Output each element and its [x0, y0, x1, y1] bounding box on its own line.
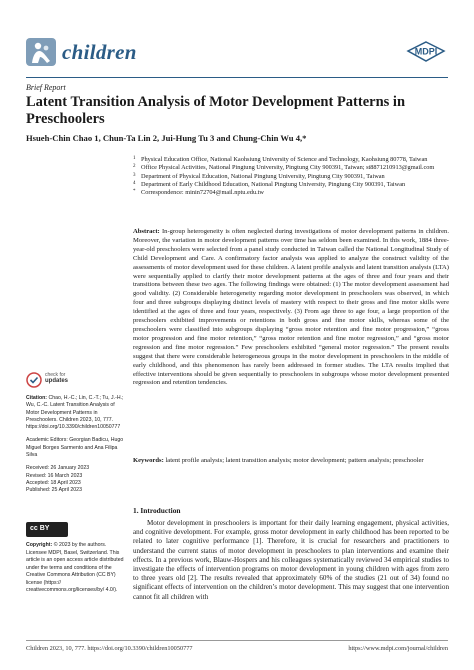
editors-label: Academic Editors:	[26, 437, 68, 444]
keywords-label: Keywords:	[133, 457, 164, 464]
affiliation-item	[133, 189, 453, 197]
mdpi-logo-icon	[404, 41, 448, 65]
received-date: Received: 26 January 2023	[26, 465, 90, 472]
affiliation-item	[133, 181, 453, 189]
abstract-label: Abstract:	[133, 228, 160, 235]
affiliation-item	[133, 164, 453, 172]
affiliation-text: Department of Early Childhood Education, National Pingtung University, Pingtung City 900391, Taiwan	[141, 180, 406, 188]
citation-text: Chao, H.-C.; Lin, C.-T.; Tu, J.-H.; Wu, C.-C. Latent Transition Analysis of Motor Development Patterns in Preschoolers. Children 2023, 10, 777. https://doi.org/10.3390/children10050777	[26, 395, 124, 431]
footer-divider	[26, 640, 448, 641]
journal-name: children	[62, 40, 137, 64]
header-divider	[26, 77, 448, 78]
published-date: Published: 25 April 2023	[26, 487, 82, 494]
check-for-updates-button[interactable]	[26, 372, 106, 388]
affiliations	[133, 156, 453, 197]
article-type: Brief Report	[26, 83, 66, 92]
footer-journal-link[interactable]: https://www.mdpi.com/journal/children	[348, 645, 448, 652]
affiliation-item	[133, 173, 453, 181]
citation-label: Citation:	[26, 395, 48, 401]
cc-by-icon: cc BY	[30, 525, 50, 532]
article-info-sidebar	[26, 395, 126, 501]
intro-paragraph: Motor development in preschoolers is important for their daily learning engagement, physical activities, and cognitive development. For example, gross motor development in early childhood has been reported to be related to later cognitive performance [1]. Therefore, it is crucial for researchers and practitioners to understand the current status of motor development in preschoolers to plan interventions and examine their effects. In a previous work, Blauw-Hospers and his colleagues systematically reviewed 34 empirical studies to investigate the effects of intervention programs on motor development in young children with ages from zero to three years old [2]. The results revealed that approximately 60% of the studies (21 out of 34) found no significant effects of intervention on the children’s motor development. This may suggest that one intervention cannot fit all children with	[133, 519, 449, 601]
affiliation-number: *	[133, 189, 136, 195]
affiliation-text: Physical Education Office, National Kaohsiung University of Science and Technology, Kaohsiung 80778, Taiwan	[141, 156, 428, 163]
cc-by-license-badge[interactable]	[26, 522, 68, 537]
check-updates-line2: updates	[45, 378, 69, 384]
copyright-label: Copyright:	[26, 542, 53, 548]
copyright-text: © 2023 by the authors. Licensee MDPI, Basel, Switzerland. This article is an open access article distributed under the terms and conditions of the Creative Commons Attribution (CC BY) license (https:// creativecommons.org/licenses/by/ 4.0/).	[26, 542, 124, 593]
affiliation-text: Department of Physical Education, National Pingtung University, Pingtung City 900391, Taiwan	[141, 172, 385, 180]
mdpi-logo-text: MDPI	[414, 46, 438, 57]
affiliation-number: 3	[133, 172, 136, 178]
check-updates-line1: check for	[45, 372, 66, 378]
introduction-body	[133, 519, 449, 602]
abstract-text: In-group heterogeneity is often neglected during investigations of motor development patterns in children. Moreover, the variation in motor development patterns over time has seldom been examined. In this work, 1884 three-year-old preschoolers were selected from a panel study conducted in Taiwan called the National Longitudinal Study of Child Development and Care. A confirmatory factor analysis was applied to analyze the construct validity of the assessments of motor development used for these children. A latent profile analysis and latent transition analysis (LTA) were sequentially applied to clarify their motor development patterns at the ages of three and four years and their transitions between these two ages. The following findings were obtained: (1) The motor development assessment had good validity. (2) Considerable heterogeneity regarding motor development in preschoolers was observed, in which four and three subgroups displaying distinct levels of mastery with respect to their gross and fine motor skills were identified at the ages of three and four years, respectively. (3) From age three to age four, a large proportion of the preschoolers exhibited improvements or retentions in both gross and fine motor skills, whereas some of the preschoolers were classified into subgroups displaying “gross motor retention and fine motor progression,” “gross motor progression and fine motor retention,” “gross motor retention and fine motor regression,” and “gross motor regression and fine motor regression.” Few preschoolers exhibited “general motor regression.” The present results suggest that there were considerable heterogeneous groups in the motor development in preschoolers in the middle of early childhood, and this phenomenon has rarely been addressed in former studies. The LTA results implied that effective interventions should be given sequentially to preschoolers in subgroups whose motor development presented regression and retention tendencies.	[133, 228, 450, 387]
journal-logo-icon	[26, 38, 56, 66]
academic-editors	[26, 437, 126, 459]
paper-title: Latent Transition Analysis of Motor Development Patterns in Preschoolers	[26, 94, 406, 127]
affiliation-text: Office Physical Activities, National Pingtung University, Pingtung City 900391, Taiwan; st8871210913@gmail.com	[141, 164, 435, 172]
abstract	[133, 228, 449, 388]
footer-citation: Children 2023, 10, 777. https://doi.org/10.3390/children10050777	[26, 645, 193, 652]
affiliation-text: Correspondence: minin72704@mail.nptu.edu.tw	[141, 189, 264, 197]
affiliation-number: 4	[133, 180, 136, 186]
section-heading: 1. Introduction	[133, 506, 181, 515]
copyright-block	[26, 542, 126, 595]
affiliation-number: 1	[133, 156, 136, 161]
dates	[26, 465, 126, 494]
revised-date: Revised: 16 March 2023	[26, 472, 83, 479]
author-list: Hsueh-Chin Chao 1, Chun-Ta Lin 2, Jui-Hung Tu 3 and Chung-Chin Wu 4,*	[26, 133, 307, 143]
accepted-date: Accepted: 18 April 2023	[26, 479, 81, 486]
keywords	[133, 457, 449, 466]
check-updates-icon	[26, 372, 42, 388]
affiliation-number: 2	[133, 164, 136, 170]
keywords-text: latent profile analysis; latent transition analysis; motor development; pattern analysis; preschooler	[165, 457, 424, 464]
citation	[26, 395, 126, 431]
affiliation-item	[133, 156, 453, 164]
editors-text: Georgian Badicu, Hugo Miguel Borges Sarmento and Ana Filipa Silva	[26, 437, 124, 459]
